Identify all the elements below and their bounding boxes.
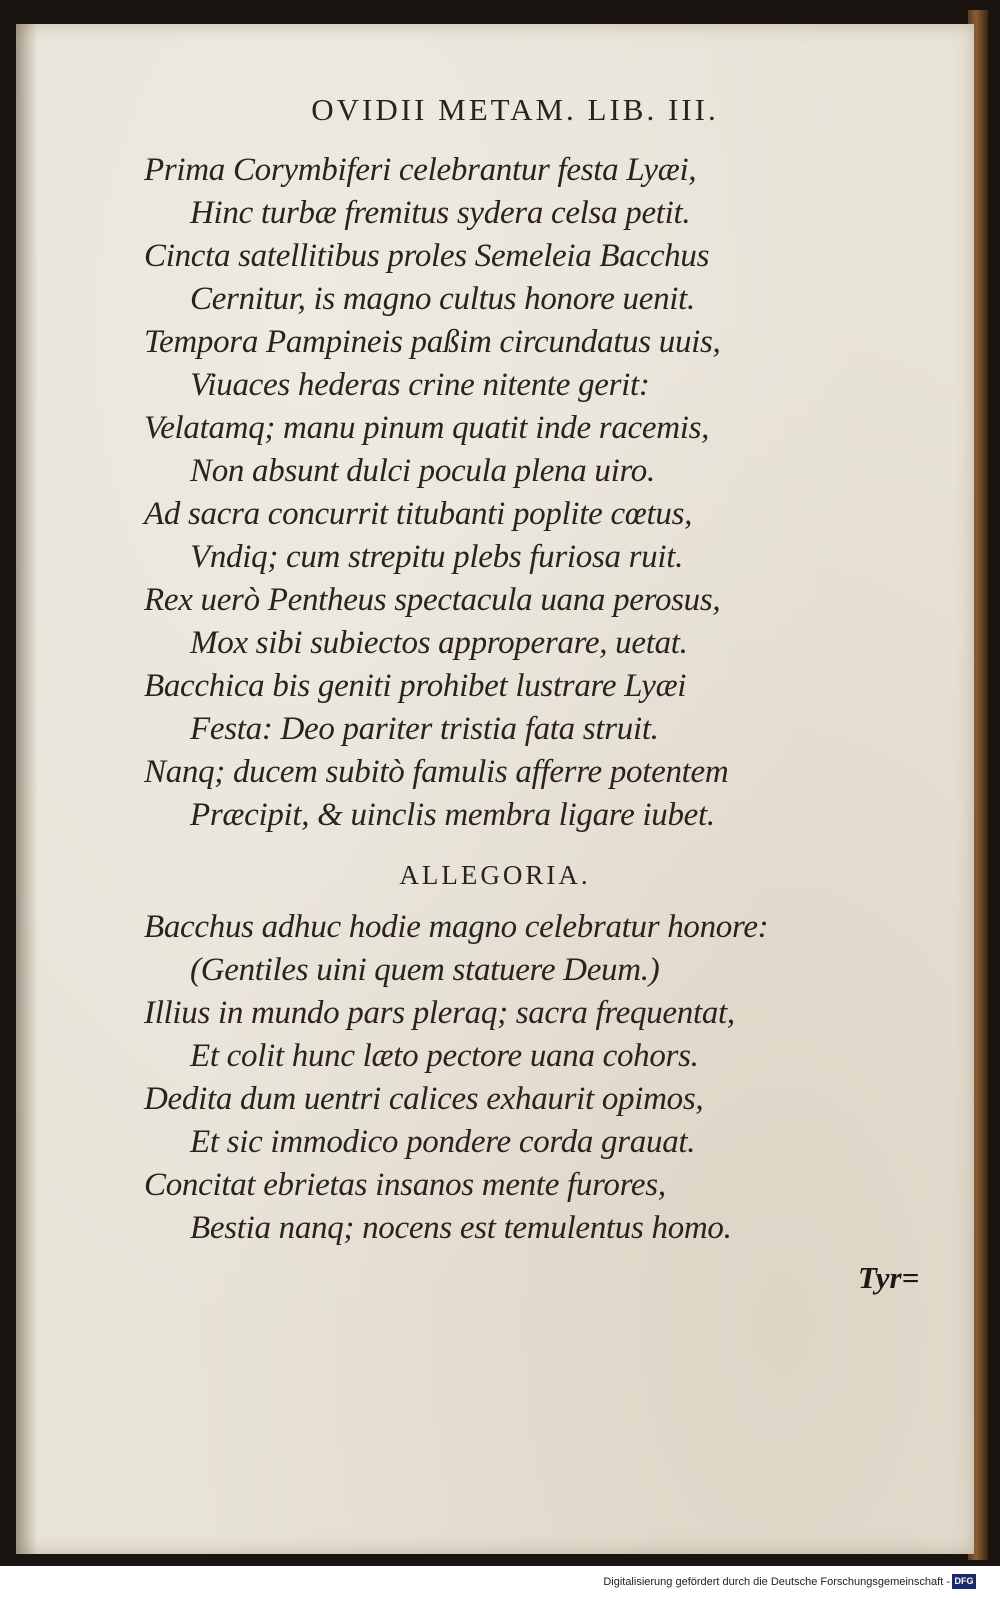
verse-line: Cincta satellitibus proles Semeleia Bacchus [144, 238, 710, 274]
verse-line: Tempora Pampineis paßim circundatus uuis, [144, 324, 721, 360]
running-head-text: OVIDII METAM. LIB. III. [311, 92, 719, 127]
verse-line: Et sic immodico pondere corda grauat. [190, 1124, 696, 1160]
gutter-shadow [16, 24, 38, 1554]
verse-line: Et colit hunc læto pectore uana cohors. [190, 1038, 699, 1074]
catchword: Tyr= [858, 1260, 920, 1295]
verse-line: Prima Corymbiferi celebrantur festa Lyæi, [144, 152, 697, 188]
verse-line: Rex uerò Pentheus spectacula uana perosus, [144, 582, 721, 618]
verse-line: Dedita dum uentri calices exhaurit opimos, [144, 1081, 704, 1117]
verse-line: Velatamq; manu pinum quatit inde racemis, [144, 410, 710, 446]
verse-line: Non absunt dulci pocula plena uiro. [190, 453, 655, 489]
verse-line: Vndiq; cum strepitu plebs furiosa ruit. [190, 539, 684, 575]
verse-line: Ad sacra concurrit titubanti poplite cœtus, [144, 496, 693, 532]
verse-line: Viuaces hederas crine nitente gerit: [190, 367, 650, 403]
verse-line: Nanq; ducem subitò famulis afferre potentem [144, 754, 729, 790]
verse-line: Bacchus adhuc hodie magno celebratur honore: [144, 909, 769, 945]
dfg-logo: DFG [952, 1574, 976, 1589]
verse-line: Præcipit, & uinclis membra ligare iubet. [190, 797, 715, 833]
section-heading: ALLEGORIA. [399, 860, 591, 890]
verse-line: (Gentiles uini quem statuere Deum.) [190, 952, 660, 988]
verse-line: Cernitur, is magno cultus honore uenit. [190, 281, 695, 317]
verse-line: Bestia nanq; nocens est temulentus homo. [190, 1210, 732, 1246]
verse-line: Mox sibi subiectos approperare, uetat. [190, 625, 688, 661]
verse-line: Concitat ebrietas insanos mente furores, [144, 1167, 666, 1203]
digitization-credit: Digitalisierung gefördert durch die Deutsche Forschungsgemeinschaft - [603, 1576, 950, 1588]
verse-line: Bacchica bis geniti prohibet lustrare Lyæi [144, 668, 687, 704]
running-head [16, 92, 974, 128]
verse-line: Hinc turbæ fremitus sydera celsa petit. [190, 195, 691, 231]
book-page [16, 24, 974, 1554]
verse-line: Festa: Deo pariter tristia fata struit. [190, 711, 659, 747]
verse-line: Illius in mundo pars pleraq; sacra frequentat, [144, 995, 735, 1031]
